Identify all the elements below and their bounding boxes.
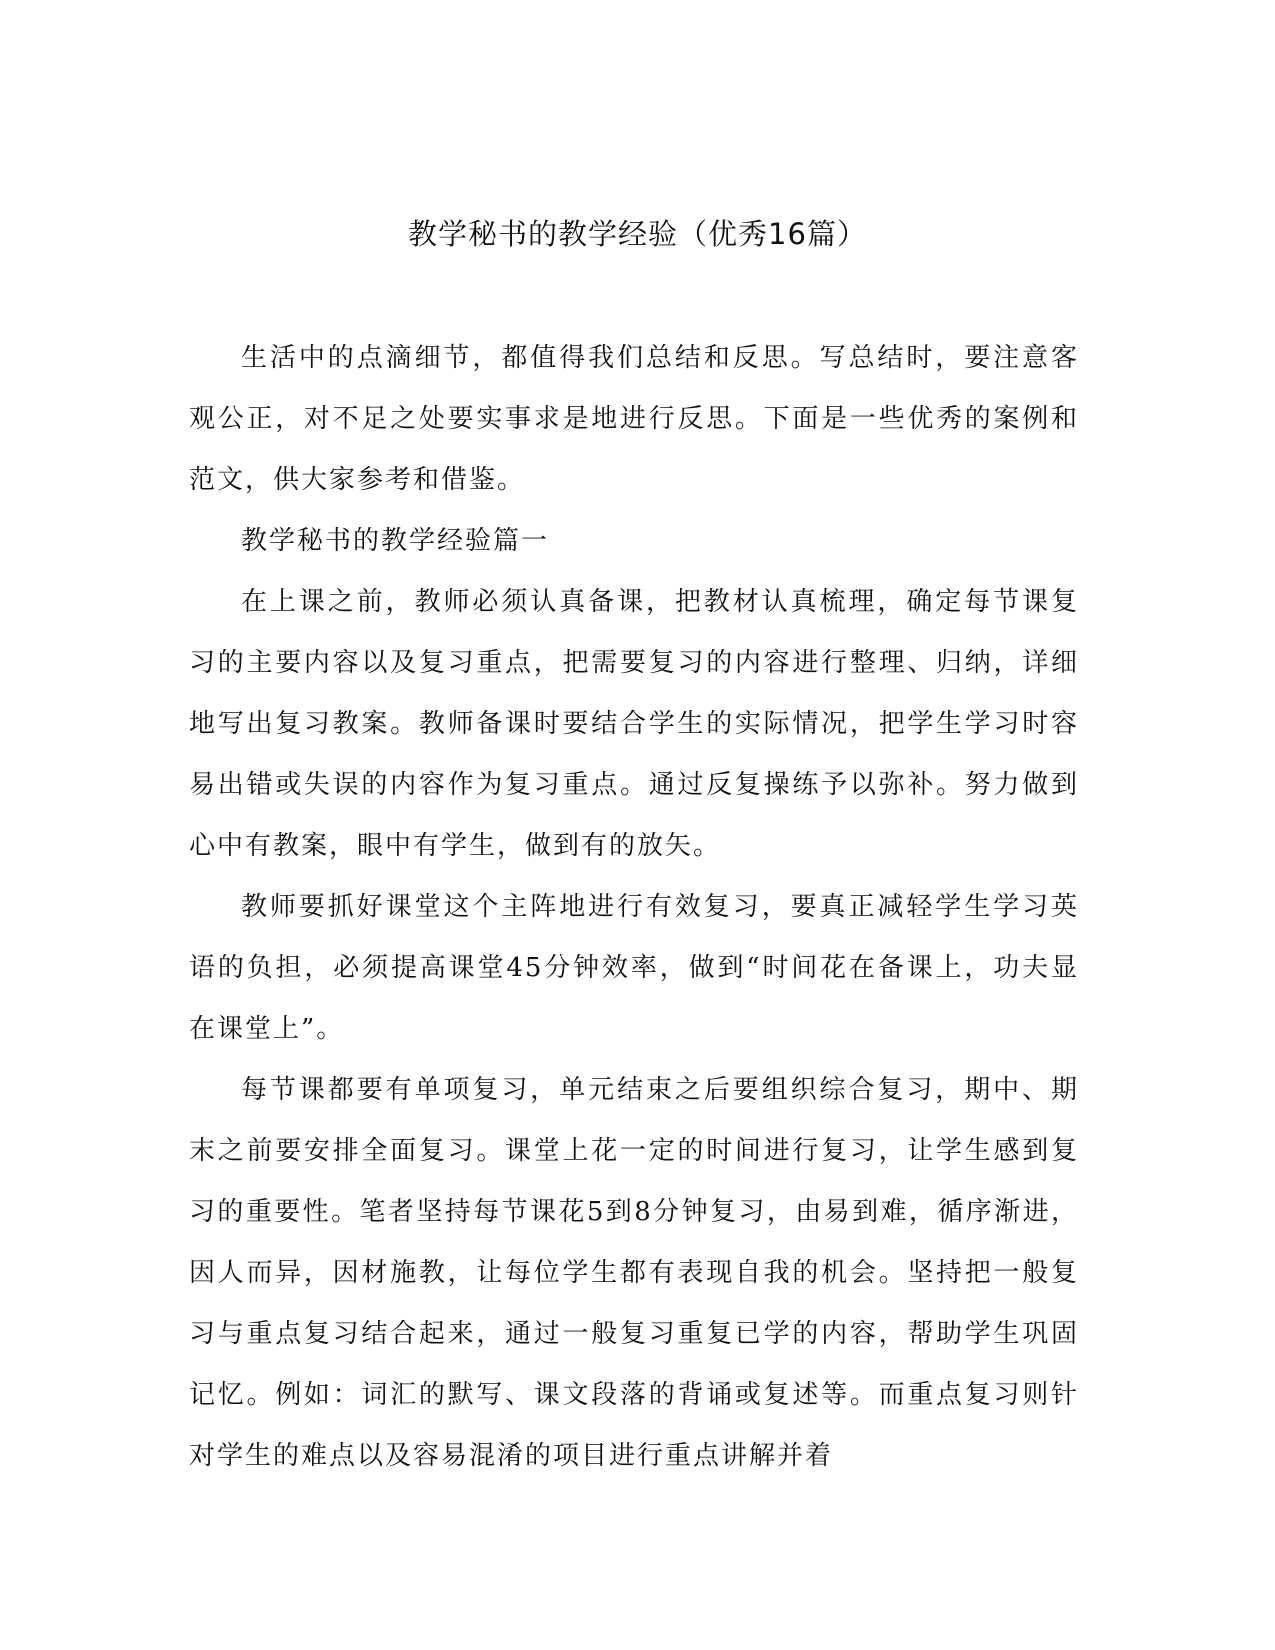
body-paragraph: 每节课都要有单项复习，单元结束之后要组织综合复习，期中、期末之前要安排全面复习。课堂上花一定的时间进行复习，让学生感到复习的重要性。笔者坚持每节课花5到8分钟复习，由易到难，循序渐进，因人而异，因材施教，让每位学生都有表现自我的机会。坚持把一般复习与重点复习结合起来，通过一般复习重复已学的内容，帮助学生巩固记忆。例如：词汇的默写、课文段落的背诵或复述等。而重点复习则针对学生的难点以及容易混淆的项目进行重点讲解并着 (189, 1075, 1079, 1471)
intro-paragraph: 生活中的点滴细节，都值得我们总结和反思。写总结时，要注意客观公正，对不足之处要实事求是地进行反思。下面是一些优秀的案例和范文，供大家参考和借鉴。 (189, 343, 1079, 495)
document-body (189, 328, 1079, 1487)
section-heading: 教学秘书的教学经验篇一 (241, 526, 550, 556)
page-title: 教学秘书的教学经验（优秀16篇） (408, 217, 867, 251)
body-paragraph: 教师要抓好课堂这个主阵地进行有效复习，要真正减轻学生学习英语的负担，必须提高课堂45分钟效率，做到“时间花在备课上，功夫显在课堂上”。 (189, 892, 1079, 1044)
body-paragraph: 在上课之前，教师必须认真备课，把教材认真梳理，确定每节课复习的主要内容以及复习重点，把需要复习的内容进行整理、归纳，详细地写出复习教案。教师备课时要结合学生的实际情况，把学生学习时容易出错或失误的内容作为复习重点。通过反复操练予以弥补。努力做到心中有教案，眼中有学生，做到有的放矢。 (189, 587, 1079, 861)
